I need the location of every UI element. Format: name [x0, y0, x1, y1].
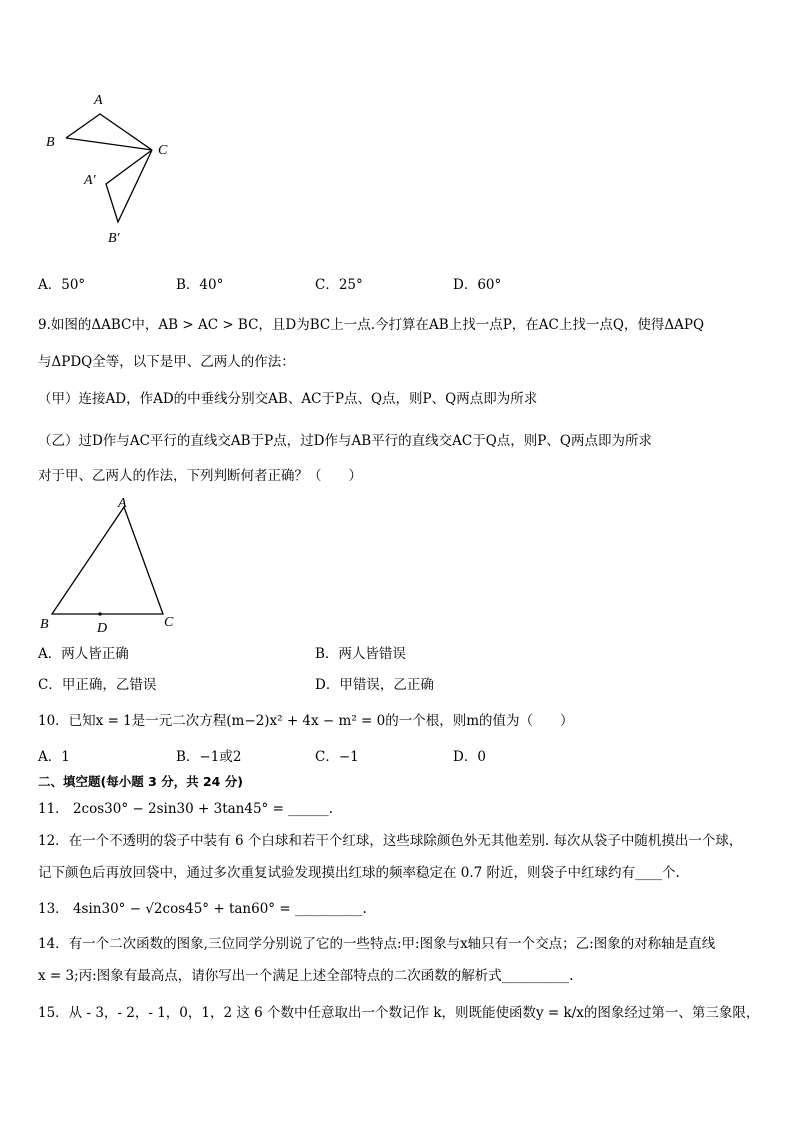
q9-option-d: D．甲错误，乙正确	[315, 677, 434, 693]
q9-question: 对于甲、乙两人的作法，下列判断何者正确？（ ）	[38, 468, 362, 484]
label-c-2: C	[164, 615, 174, 630]
q8-option-c: C．25°	[315, 277, 363, 293]
q9-option-b: B．两人皆错误	[315, 646, 406, 662]
q10-stem: 10．已知x = 1是一元二次方程(m−2)x² + 4x − m² = 0的一个根，则m的值为（ ）	[38, 713, 574, 729]
figure-1-svg	[40, 88, 190, 248]
q10-option-d: D．0	[453, 749, 486, 765]
q13: 13． 4sin30° − √2cos45° + tan60° = __________.	[38, 901, 367, 917]
q15: 15．从 - 3，- 2，- 1，0，1，2 这 6 个数中任意取出一个数记作 k，则既能使函数y = k/x的图象经过第一、第三象限，	[38, 1005, 760, 1021]
q12-line2: 记下颜色后再放回袋中，通过多次重复试验发现摸出红球的频率稳定在 0.7 附近，则袋子中红球约有____个.	[38, 865, 680, 881]
q12-line1: 12．在一个不透明的袋子中装有 6 个白球和若干个红球，这些球除颜色外无其他差别. 每次从袋子中随机摸出一个球，	[38, 833, 743, 849]
q10-option-b: B．−1或2	[176, 749, 242, 765]
q14-line1: 14．有一个二次函数的图象,三位同学分别说了它的一些特点:甲:图象与x轴只有一个交点；乙:图象的对称轴是直线	[38, 936, 716, 952]
q14-line2: x = 3;丙:图象有最高点，请你写出一个满足上述全部特点的二次函数的解析式__________.	[38, 968, 574, 984]
label-b: B	[46, 135, 55, 150]
q9-option-c: C．甲正确，乙错误	[38, 677, 157, 693]
q10-option-c: C．−1	[315, 749, 359, 765]
section-heading-text: 二、填空题(每小题 3 分，共 24 分)	[38, 774, 243, 789]
q8-option-d: D．60°	[453, 277, 502, 293]
label-a: A	[94, 93, 103, 108]
point-d	[98, 612, 101, 615]
triangle-abc	[66, 114, 152, 150]
figure-rotated-triangles	[40, 88, 190, 248]
section-heading	[38, 772, 243, 792]
q11: 11． 2cos30° − 2sin30 + 3tan45° = ______.	[38, 801, 333, 817]
q10-option-a: A．1	[38, 749, 70, 765]
triangle-abc-2	[52, 507, 163, 614]
q9-stem-line2: 与ΔPDQ全等，以下是甲、乙两人的作法：	[38, 354, 295, 370]
label-b-2: B	[40, 617, 49, 632]
label-d: D	[97, 621, 108, 636]
q9-method-jia: （甲）连接AD，作AD的中垂线分别交AB、AC于P点、Q点，则P、Q两点即为所求	[38, 391, 538, 407]
figure-2-svg	[36, 492, 186, 637]
q9-option-a: A．两人皆正确	[38, 646, 129, 662]
figure-triangle-abc	[36, 492, 186, 637]
label-c: C	[158, 143, 168, 158]
q9-stem-line1: 9.如图的ΔABC中，AB > AC > BC，且D为BC上一点.今打算在AB上找一点P，在AC上找一点Q，使得ΔAPQ	[38, 317, 705, 333]
triangle-a2b2c	[106, 150, 152, 222]
label-a-prime: A′	[84, 173, 96, 188]
q9-method-yi: （乙）过D作与AC平行的直线交AB于P点，过D作与AB平行的直线交AC于Q点，则P、Q两点即为所求	[38, 433, 652, 449]
q8-option-a: A．50°	[38, 277, 86, 293]
label-a-2: A	[118, 496, 127, 511]
label-b-prime: B′	[108, 231, 120, 246]
q8-option-b: B．40°	[176, 277, 224, 293]
